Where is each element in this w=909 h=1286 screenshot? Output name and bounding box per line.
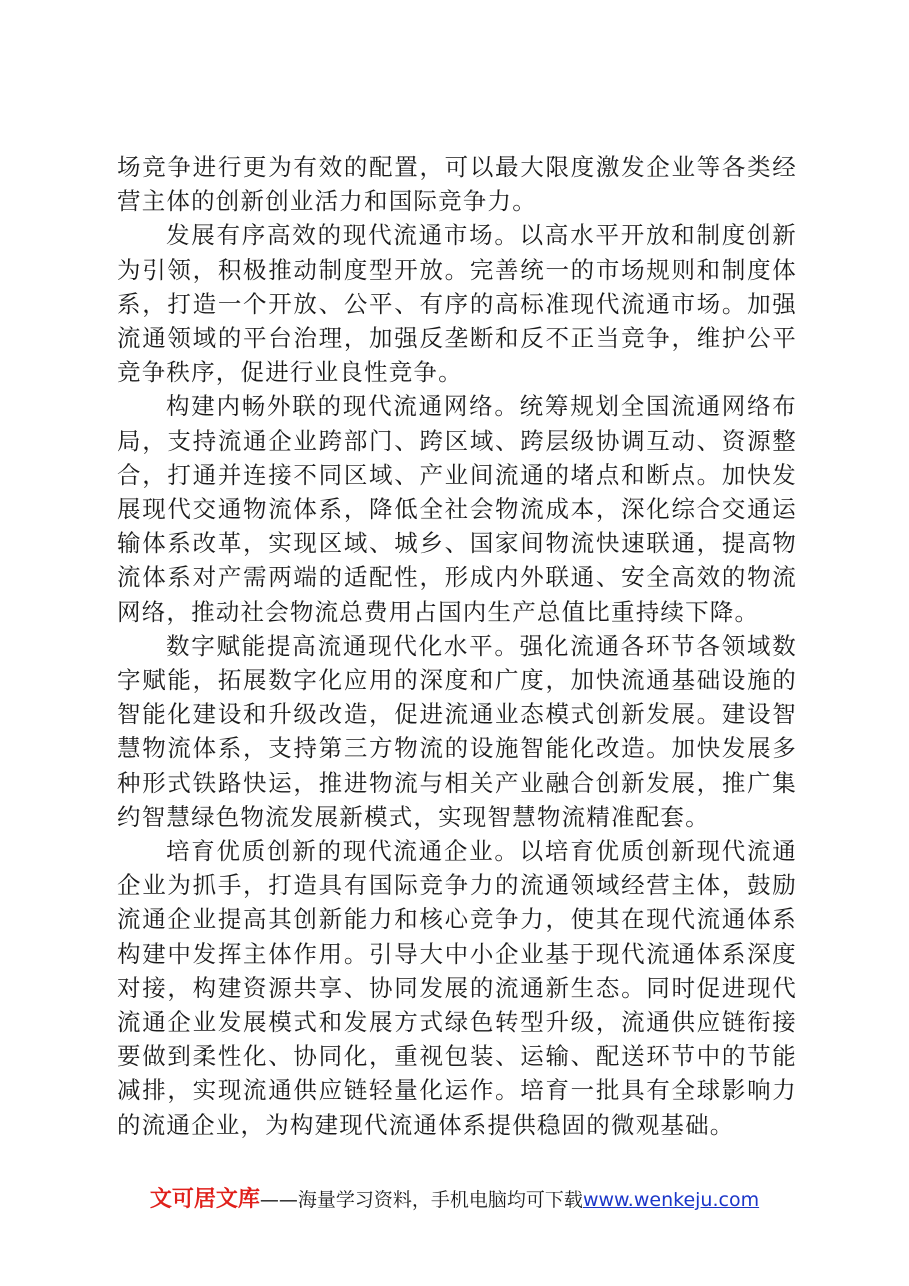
footer-brand: 文可居文库: [149, 1187, 260, 1212]
footer-url-link[interactable]: www.wenkeju.com: [582, 1189, 760, 1211]
page-footer: [0, 1182, 909, 1213]
paragraph-continuation: 场竞争进行更为有效的配置，可以最大限度激发企业等各类经营主体的创新创业活力和国际竞争力。: [117, 153, 797, 216]
footer-dash: ——: [259, 1189, 298, 1211]
footer-slogan: 海量学习资料，手机电脑均可下载: [297, 1189, 583, 1211]
paragraph-market: 发展有序高效的现代流通市场。以高水平开放和制度创新为引领，积极推动制度型开放。完善统一的市场规则和制度体系，打造一个开放、公平、有序的高标准现代流通市场。加强流通领域的平台治理，加强反垄断和反不正当竞争，维护公平竞争秩序，促进行业良性竞争。: [117, 221, 797, 387]
paragraph-network: 构建内畅外联的现代流通网络。统筹规划全国流通网络布局，支持流通企业跨部门、跨区域、跨层级协调互动、资源整合，打通并连接不同区域、产业间流通的堵点和断点。加快发展现代交通物流体系，降低全社会物流成本，深化综合交通运输体系改革，实现区域、城乡、国家间物流快速联通，提高物流体系对产需两端的适配性，形成内外联通、安全高效的物流网络，推动社会物流总费用占国内生产总值比重持续下降。: [117, 392, 797, 626]
document-body: [117, 150, 797, 1142]
paragraph-digital: 数字赋能提高流通现代化水平。强化流通各环节各领域数字赋能，拓展数字化应用的深度和广度，加快流通基础设施的智能化建设和升级改造，促进流通业态模式创新发展。建设智慧物流体系，支持第三方物流的设施智能化改造。加快发展多种形式铁路快运，推进物流与相关产业融合创新发展，推广集约智慧绿色物流发展新模式，实现智慧物流精准配套。: [117, 631, 797, 831]
paragraph-enterprise: 培育优质创新的现代流通企业。以培育优质创新现代流通企业为抓手，打造具有国际竞争力的流通领域经营主体，鼓励流通企业提高其创新能力和核心竞争力，使其在现代流通体系构建中发挥主体作用。引导大中小企业基于现代流通体系深度对接，构建资源共享、协同发展的流通新生态。同时促进现代流通企业发展模式和发展方式绿色转型升级，流通供应链衔接要做到柔性化、协同化，重视包装、运输、配送环节中的节能减排，实现流通供应链轻量化运作。培育一批具有全球影响力的流通企业，为构建现代流通体系提供稳固的微观基础。: [117, 837, 797, 1139]
